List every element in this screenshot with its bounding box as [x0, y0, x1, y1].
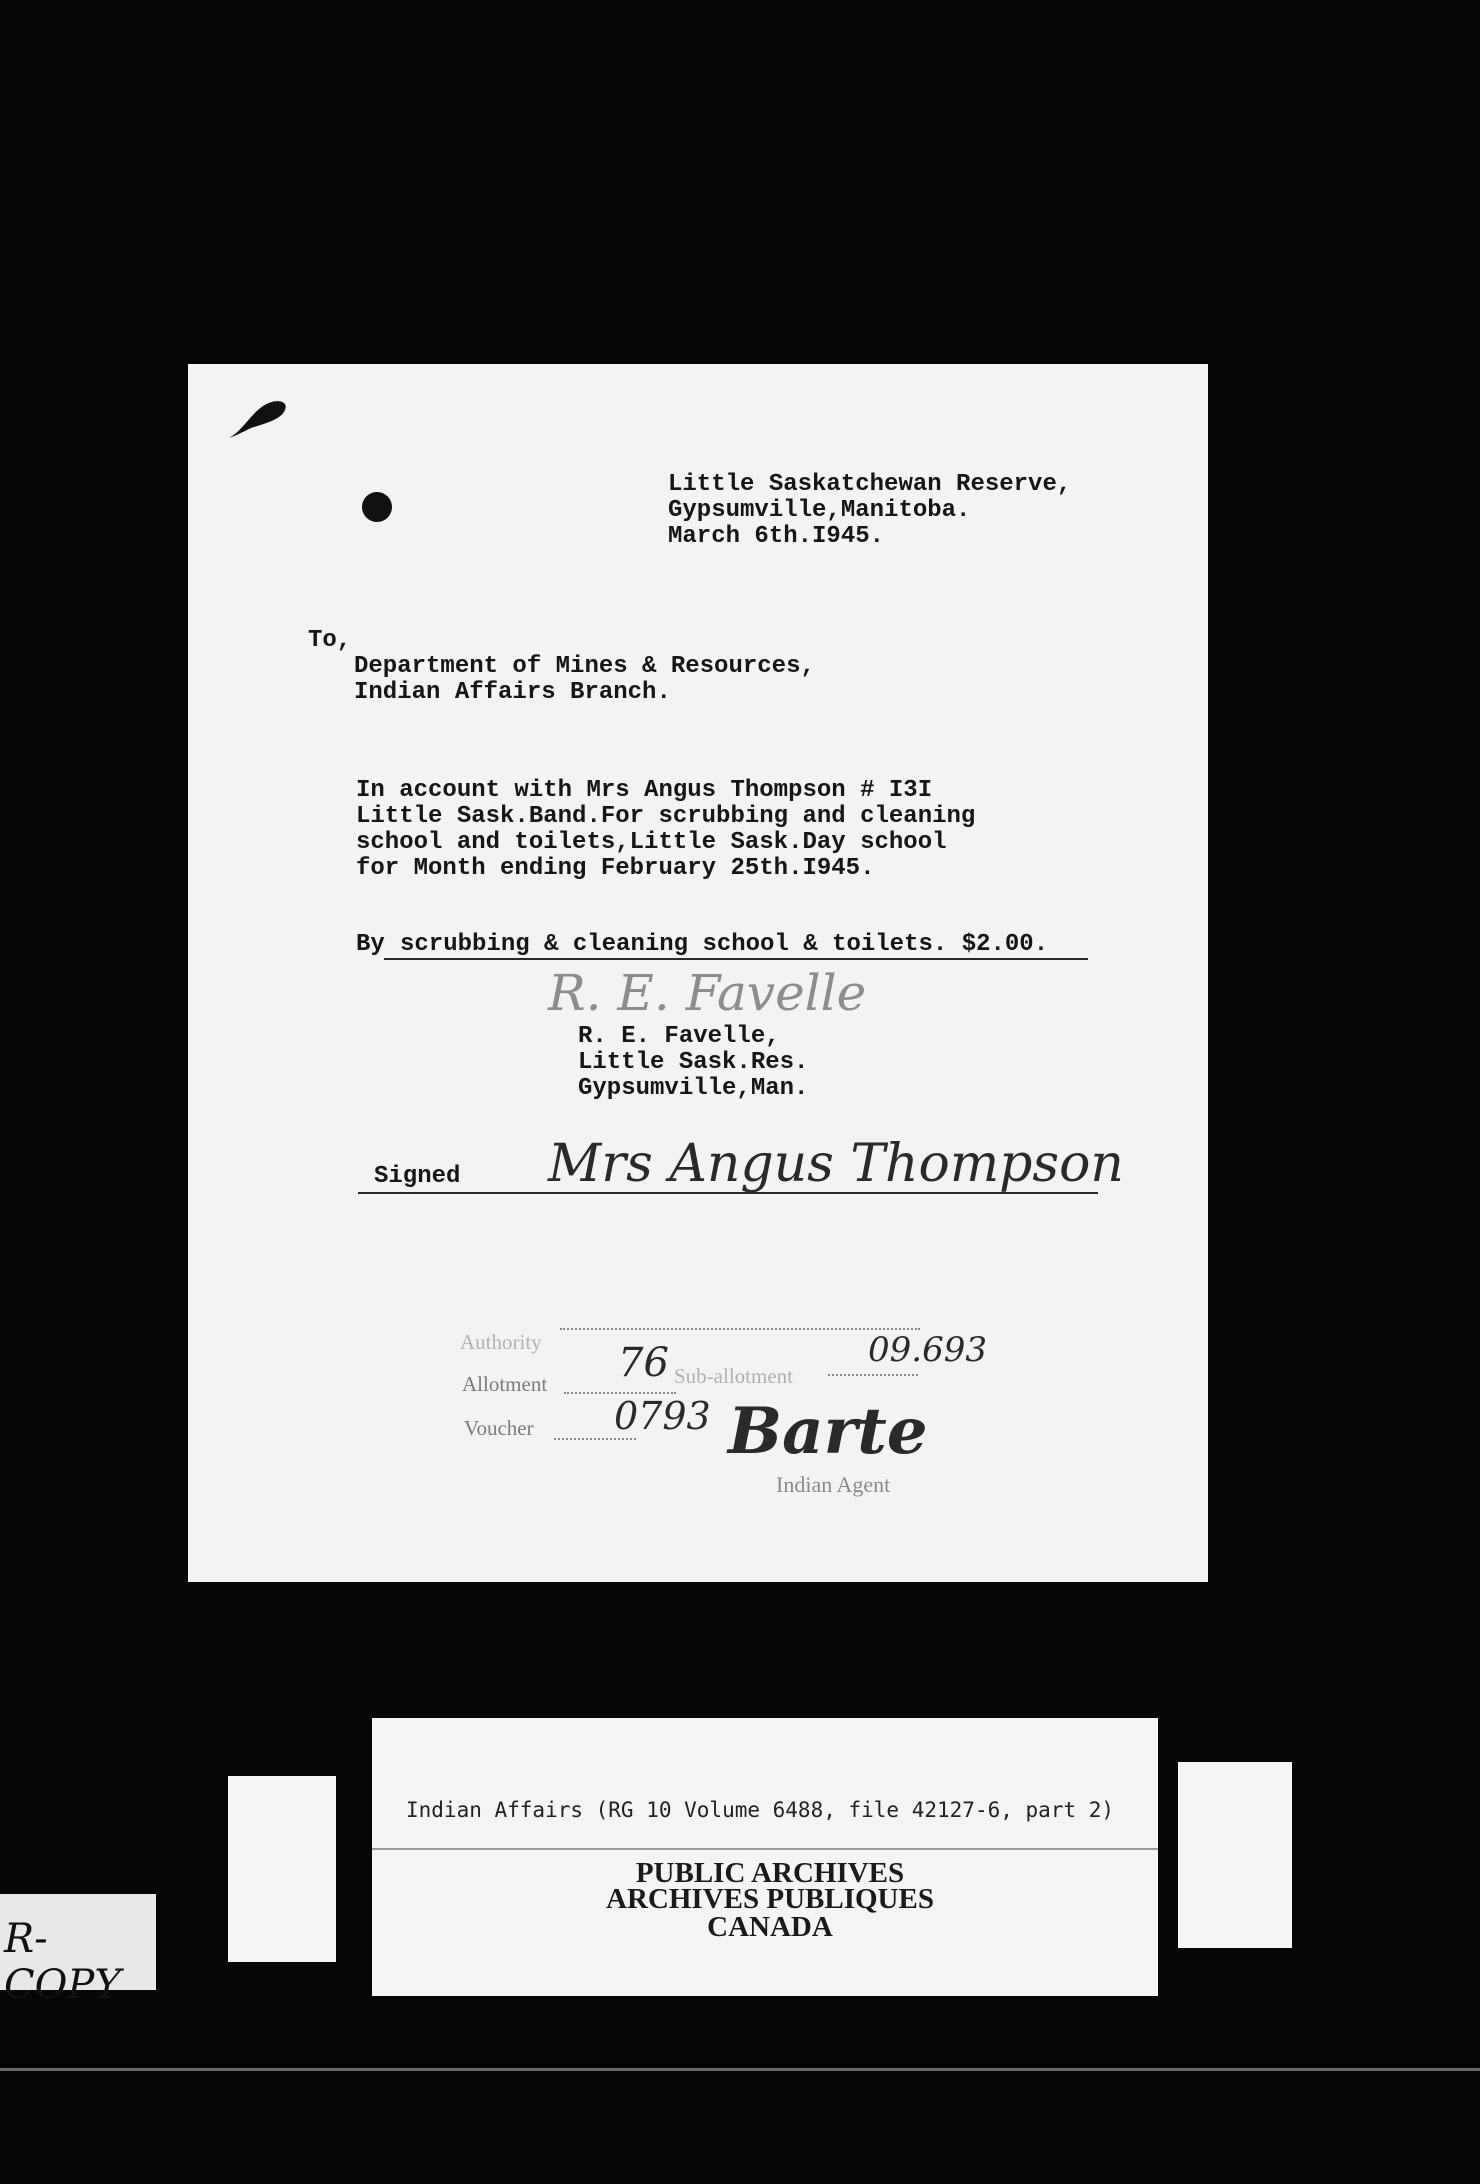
archive-label: [372, 1718, 1158, 1996]
sub-allotment-label: Sub-allotment: [674, 1364, 793, 1388]
film-edge-line: [0, 2068, 1480, 2071]
allotment-label: Allotment: [462, 1372, 548, 1396]
body-line-2: Little Sask.Band.For scrubbing and cleaning: [356, 803, 976, 830]
ink-blot-graphic: [223, 394, 293, 444]
sub-allotment-dotline: [828, 1374, 918, 1376]
archive-reference: Indian Affairs (RG 10 Volume 6488, file 42127-6, part 2): [406, 1798, 1115, 1822]
agent-initials: Barte: [728, 1394, 928, 1469]
sub-allotment-value: 09.693: [868, 1330, 987, 1370]
body-line-1: In account with Mrs Angus Thompson # I3I: [356, 777, 933, 804]
side-tab: [0, 1894, 156, 2008]
agent-signature: R. E. Favelle: [548, 964, 867, 1022]
label-divider: [372, 1848, 1158, 1850]
archive-line-2: ARCHIVES PUBLIQUES: [606, 1883, 934, 1915]
letter-page: [188, 364, 1208, 1582]
authority-label: Authority: [460, 1330, 542, 1354]
indian-agent-label: Indian Agent: [776, 1472, 891, 1497]
date-line: March 6th.I945.: [668, 523, 885, 550]
item-underline: [384, 958, 1088, 960]
ink-dot: [362, 492, 392, 522]
archive-line-3: CANADA: [707, 1911, 833, 1943]
item-prefix: By: [356, 931, 385, 958]
voucher-value: 0793: [614, 1394, 711, 1438]
recipient-line-2: Indian Affairs Branch.: [354, 679, 671, 706]
body-line-4: for Month ending February 25th.I945.: [356, 855, 875, 882]
signed-label: Signed: [374, 1163, 461, 1190]
agent-place-1: Little Sask.Res.: [578, 1049, 809, 1076]
authority-dotline: [560, 1328, 920, 1330]
address-line-1: Little Saskatchewan Reserve,: [668, 471, 1072, 498]
archive-line-1: PUBLIC ARCHIVES: [635, 1857, 905, 1889]
label-card-left: [228, 1776, 336, 1962]
allotment-value: 76: [618, 1340, 669, 1386]
signed-signature: Mrs Angus Thompson: [548, 1134, 1124, 1194]
address-line-2: Gypsumville,Manitoba.: [668, 497, 971, 524]
recipient-line-1: Department of Mines & Resources,: [354, 653, 815, 680]
voucher-label: Voucher: [464, 1416, 534, 1440]
voucher-dotline: [554, 1438, 636, 1440]
agent-place-2: Gypsumville,Man.: [578, 1075, 809, 1102]
to-label: To,: [308, 627, 352, 654]
body-line-3: school and toilets,Little Sask.Day school: [356, 829, 947, 856]
label-card-right: [1178, 1762, 1292, 1948]
agent-name: R. E. Favelle,: [578, 1023, 780, 1050]
item-text: scrubbing & cleaning school & toilets. $2.00.: [400, 931, 1049, 958]
side-tab-text: R-COPY: [4, 1916, 121, 2008]
